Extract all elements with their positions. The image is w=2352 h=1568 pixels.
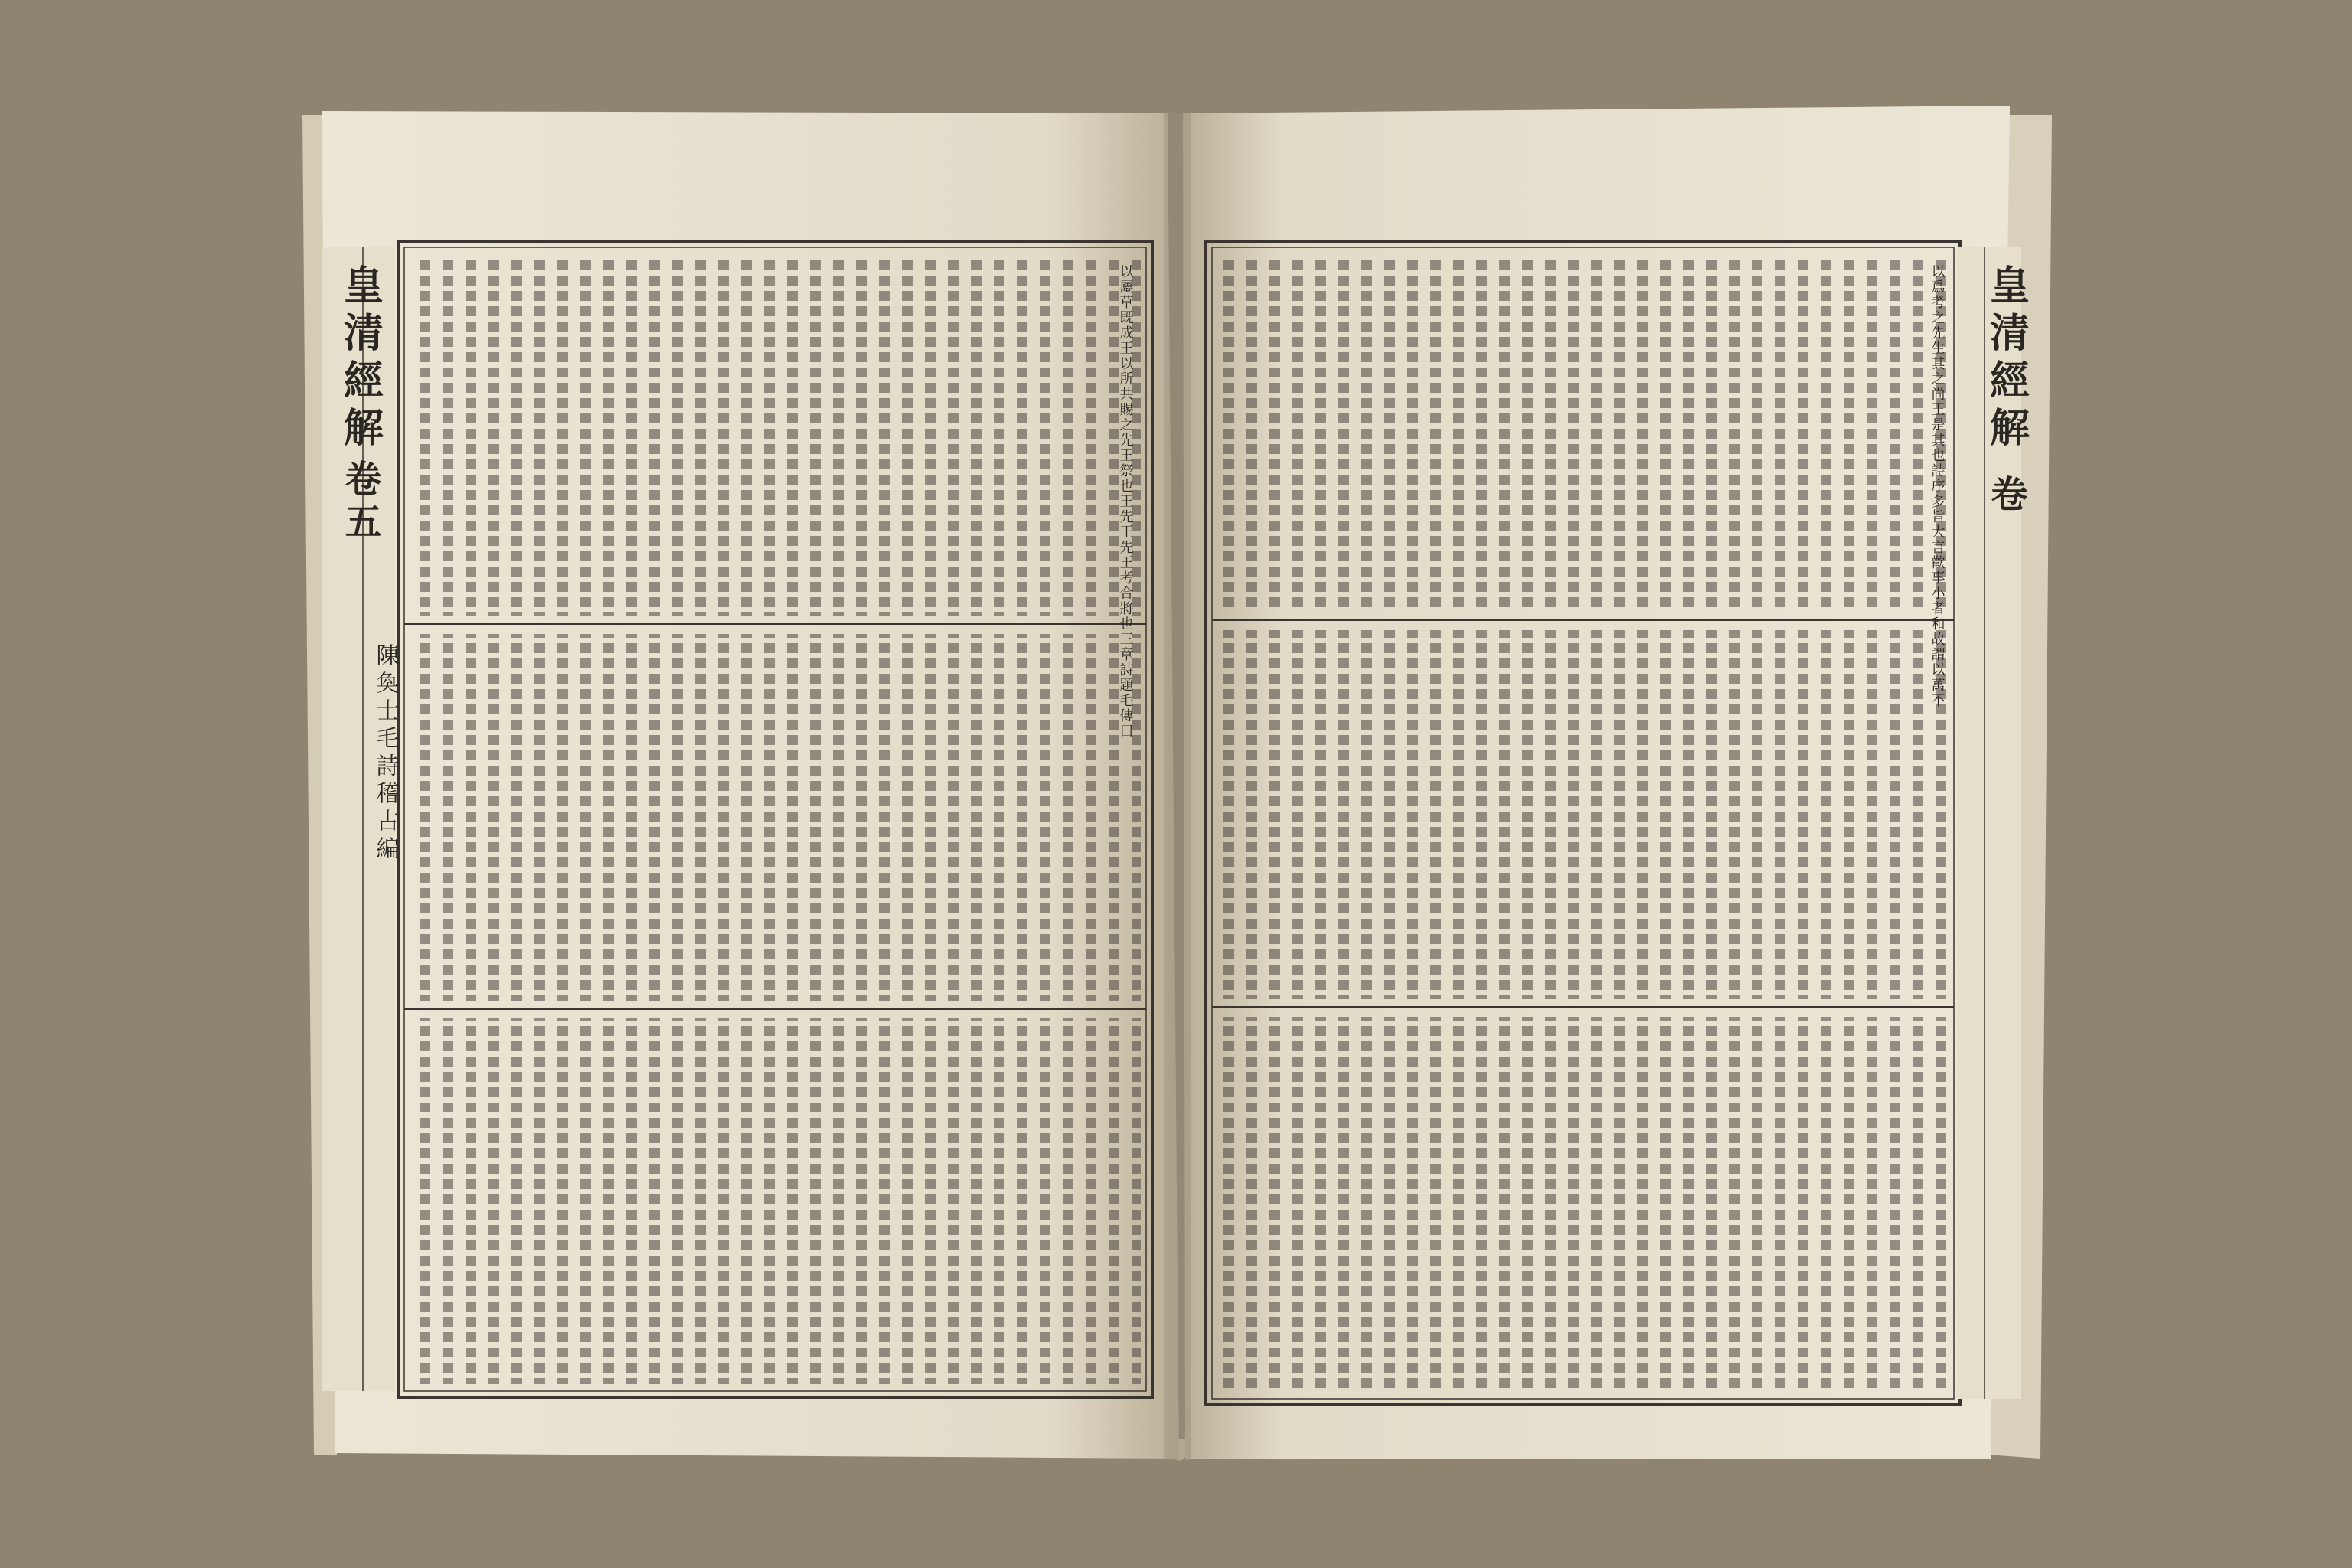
left-text-block-middle: [413, 634, 1141, 1001]
left-text-block-top: [413, 256, 1141, 616]
right-text-block-bottom: [1221, 1017, 1949, 1392]
left-body-sample: 以屬草既成王以所共賜之先王祭也王先王先王考合將也三章詩題毛傳曰: [1117, 264, 1134, 739]
right-text-block-top: [1221, 256, 1949, 612]
gutter-shadow: [1164, 113, 1191, 1461]
left-text-block-bottom: [413, 1018, 1141, 1384]
left-volume-marker: 卷五: [338, 459, 381, 545]
left-author-line: 陳奐士毛詩稽古編: [371, 643, 399, 864]
left-title: 皇清經解: [336, 264, 384, 454]
right-page: [1183, 106, 2021, 1459]
right-volume-marker: 卷: [1984, 475, 2027, 511]
right-text-block-middle: [1221, 630, 1949, 999]
right-title: 皇清經解: [1982, 264, 2030, 454]
right-body-sample: 以爲考之先生其之尚王是其也詩序多旨大言歡事小者和故謂以萬不: [1929, 264, 1945, 708]
left-page: [322, 111, 1179, 1459]
